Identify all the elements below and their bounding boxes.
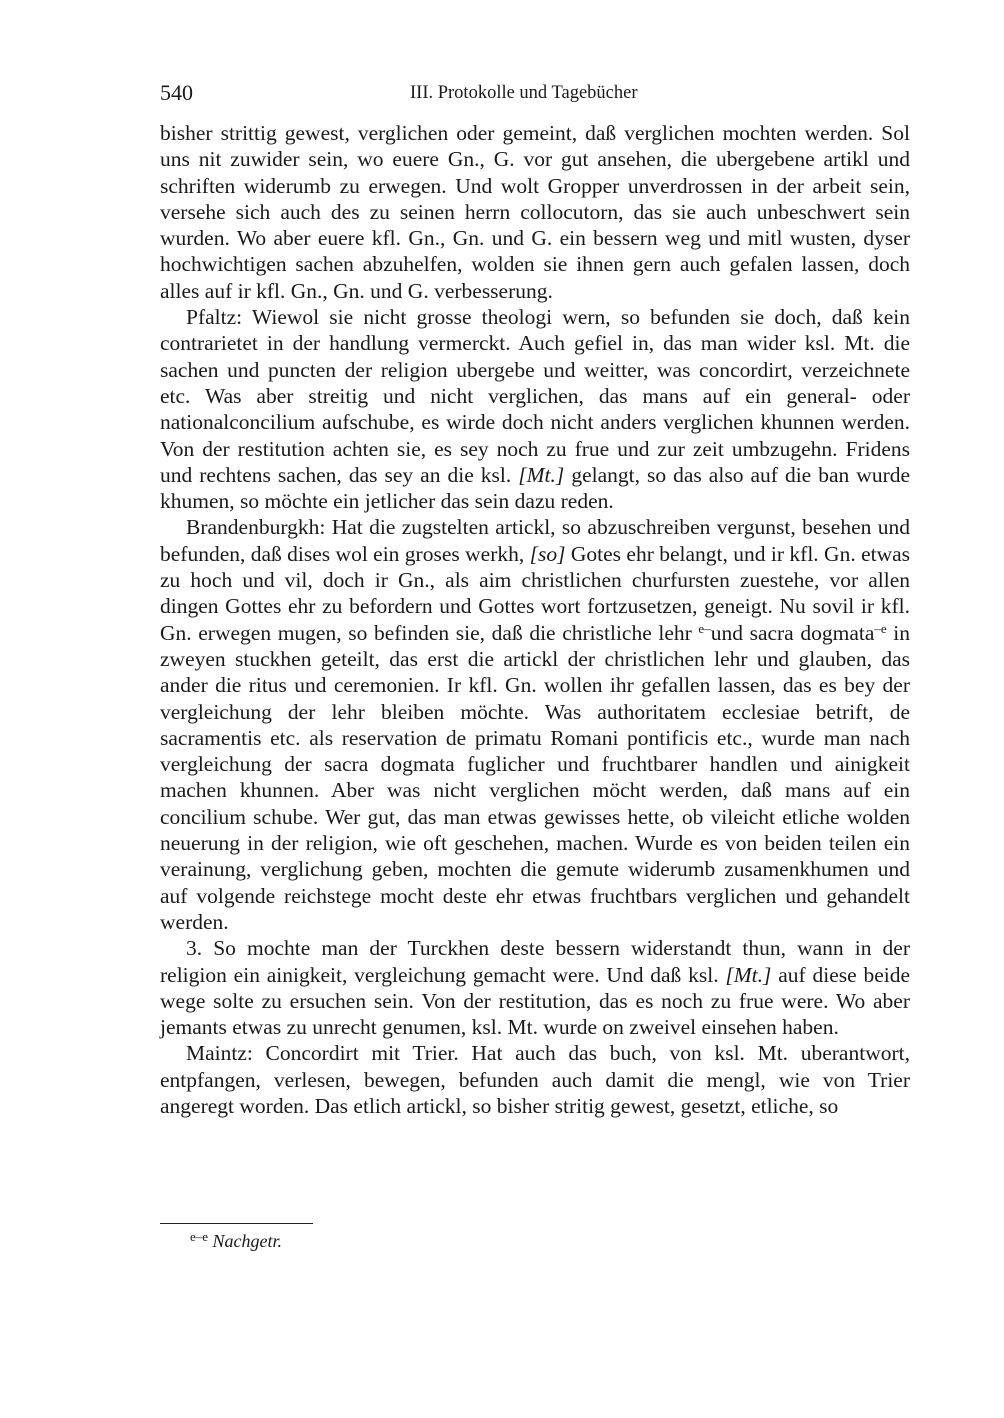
page-number: 540 (160, 80, 193, 105)
editorial-insertion: [so] (529, 541, 566, 566)
paragraph-text: Gotes ehr belangt, und ir kfl. Gn. etwas zu hoch und vil, doch ir Gn., als aim christlichen churfursten zuestehe, vor allen dingen Gottes ehr zu befordern und Gottes wort fortzusetzen, geneigt. Nu sovil ir kfl. Gn. erwegen mugen, so befinden sie, daß die christliche lehr (160, 541, 911, 645)
paragraph-text: und sacra dogmata (710, 620, 875, 645)
main-text (160, 120, 910, 1119)
paragraph-text: Pfaltz: Wiewol sie nicht grosse theologi wern, so befunden sie doch, daß kein contrarietet in der handlung vermerckt. Auch gefiel in, das man wider ksl. Mt. die sachen und puncten der religion ubergebe und weitter, was concordirt, verzeichnete etc. Was aber streitig und nicht verglichen, das mans auf ein general- oder nationalconcilium aufschube, es wirde doch nicht anders verglichen khunnen werden. Von der restitution achten sie, es sey noch zu frue und zur zeit umbzugehn. Fridens und rechtens sachen, das sey an die ksl. (160, 305, 910, 487)
paragraph-text: gelangt, so das also auf die ban wurde khumen, so möchte ein jetlicher das sein dazu reden. (160, 462, 911, 514)
footnote-mark: e–e (190, 1229, 209, 1244)
paragraph-text: Maintz: Concordirt mit Trier. Hat auch das buch, von ksl. Mt. uberantwort, entpfangen, verlesen, bewegen, befunden auch damit die mengl, wie von Trier angeregt worden. Das etlich artickl, so bisher stritig gewest, gesetzt, etliche, so (160, 1041, 910, 1118)
editorial-insertion: [Mt.] (518, 462, 565, 487)
paragraph-text: Brandenburgkh: Hat die zugstelten artickl, so abzuschreiben vergunst, besehen und befunden, daß dises wol ein groses werkh, (160, 515, 910, 566)
footnote-marker-start: e– (698, 620, 711, 636)
paragraph-point-3 (160, 935, 910, 1040)
paragraph-maintz (160, 1040, 910, 1119)
footnote-divider (160, 1223, 313, 1224)
paragraph-pfaltz (160, 304, 910, 514)
running-head: III. Protokolle und Tagebücher (410, 83, 638, 103)
paragraph-text: bisher strittig gewest, verglichen oder gemeint, daß verglichen mochten werden. Sol uns nit zuwider sein, wo euere Gn., G. vor gut ansehen, die ubergebene artikl und schriften widerumb zu erwegen. Und wolt Gropper unverdrossen in der arbeit sein, versehe sich auch des zu seinen herrn collocutorn, das sie auch unbeschwert sein wurden. Wo aber euere kfl. Gn., Gn. und G. ein bessern weg und mitl wusten, dyser hochwichtigen sachen abzuhelfen, wolden sie ihnen gern auch gefalen lassen, doch alles auf ir kfl. Gn., Gn. und G. verbesserung. (160, 121, 910, 303)
paragraph-continuation (160, 120, 910, 304)
footnote-text: Nachgetr. (212, 1231, 283, 1251)
footnote-marker-end: –e (874, 620, 887, 636)
paragraph-text: auf diese beide wege solte zu ersuchen sein. Von der restitution, das es noch zu frue were. Wo aber jemants etwas zu unrecht genumen, ksl. Mt. wurde on zweivel einsehen haben. (160, 962, 911, 1040)
paragraph-text: in zweyen stuckhen geteilt, das erst die artickl der christlichen lehr und glauben, das ander die ritus und ceremonien. Ir kfl. Gn. wollen ihr gefallen lassen, das es bey der vergleichung der lehr bleiben möchte. Was authoritatem ecclesiae betrift, de sacramentis etc. als reservation de primatu Romani pontificis etc., wurde man nach vergleichung der sacra dogmata fuglicher und fruchtbarer handlen und ainigkeit machen khunnen. Aber was nicht verglichen möcht werden, daß mans auf ein concilium schube. Wer gut, das man etwas gewisses hette, ob vileicht etliche wolden neuerung in der religion, wie oft geschehen, machen. Wurde es von beiden teilen ein verainung, verglichung geben, mochten die gemute widerumb zusamenkhumen und auf volgende reichstege mocht deste ehr etwas fruchtbars verglichen und gehandelt werden. (160, 620, 911, 934)
paragraph-text: 3. So mochte man der Turckhen deste bessern widerstandt thun, wann in der religion ein ainigkeit, vergleichung gemacht were. Und daß ksl. (160, 936, 910, 987)
editorial-insertion: [Mt.] (725, 962, 772, 987)
footnote (190, 1228, 282, 1254)
page-header (160, 78, 910, 108)
paragraph-brandenburgkh (160, 514, 910, 935)
